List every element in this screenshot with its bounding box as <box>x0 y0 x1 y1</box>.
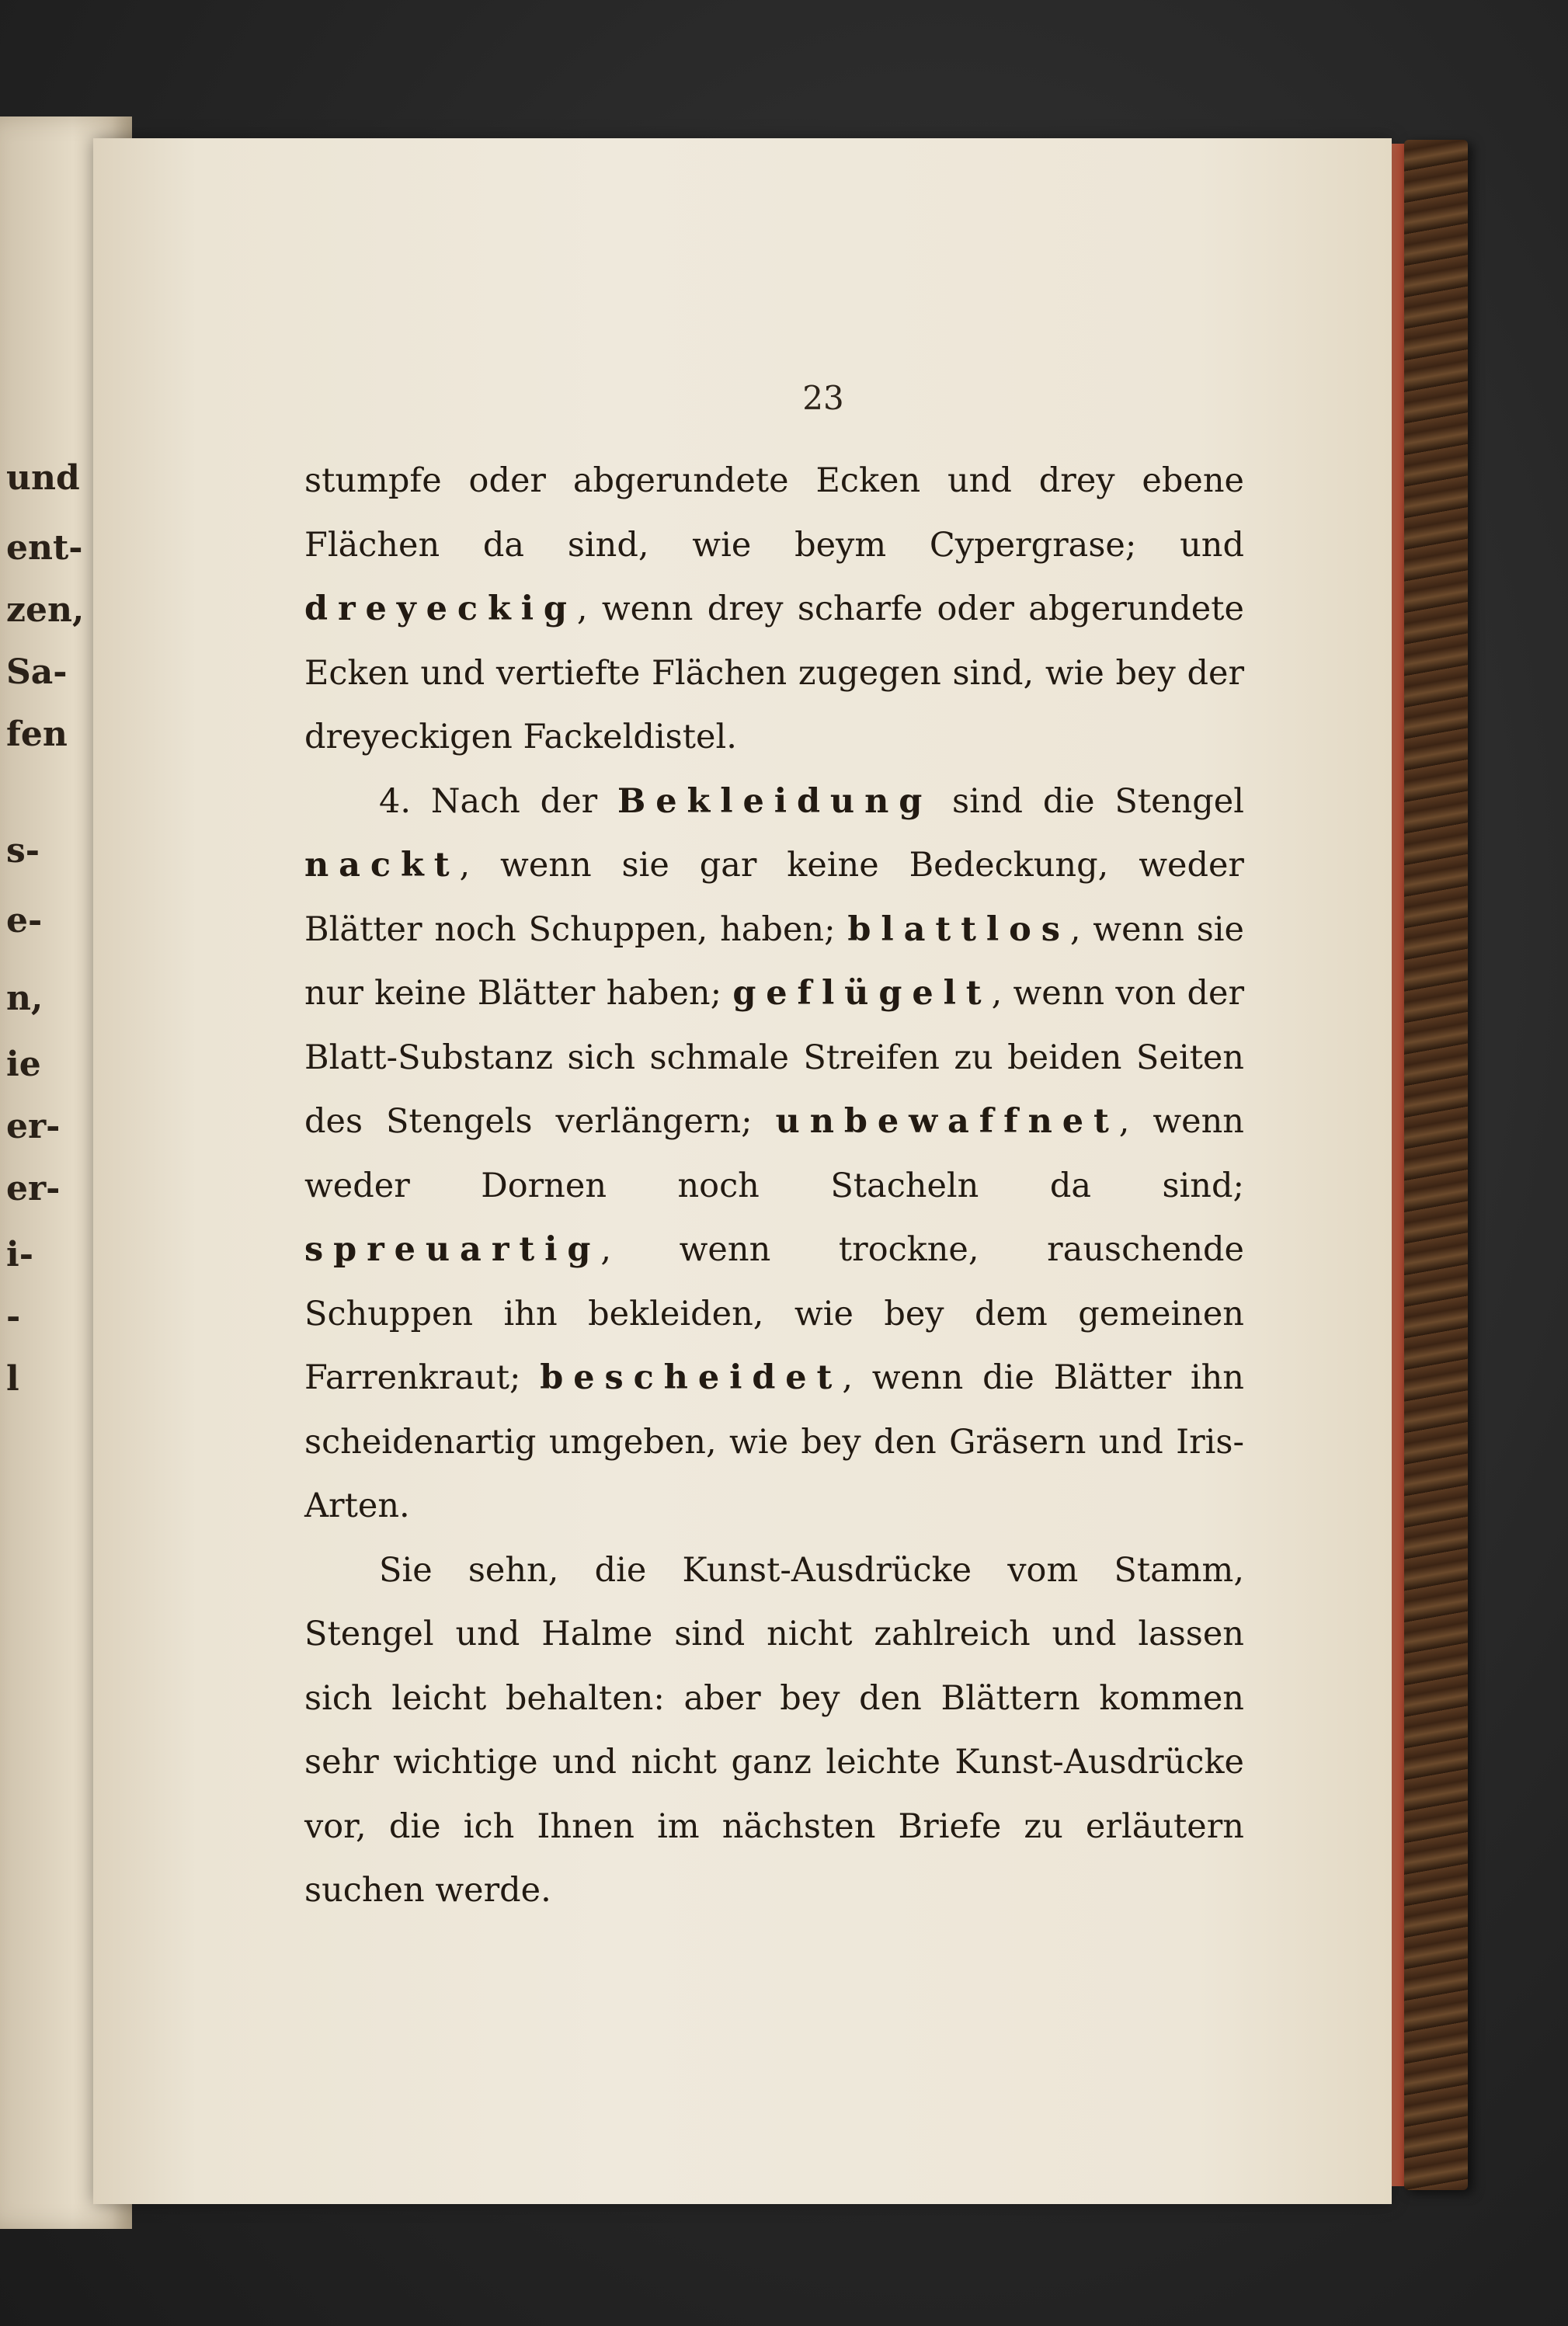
left-page-fragment: ie <box>6 1045 41 1084</box>
text-run: , wenn sie gar keine Bedeckung, weder Blätter noch Schuppen, haben; <box>304 846 1244 949</box>
page-body <box>304 449 1244 1923</box>
emphasized-term: blattlos <box>847 909 1070 949</box>
page-edge <box>1390 144 1404 2186</box>
emphasized-term: spreuartig <box>304 1230 601 1269</box>
text-run: sind die Stengel <box>932 781 1244 821</box>
text-run: stumpfe oder abgerundete Ecken und drey ebene Flächen da sind, wie beym Cypergrase; und <box>304 461 1244 565</box>
left-page-fragment: Sa- <box>6 652 68 692</box>
text-run: , wenn drey scharfe oder abgerundete Ecken und vertiefte Flächen zugegen sind, wie bey der dreyeckigen Fackeldistel. <box>304 589 1244 756</box>
left-page-fragment: ent- <box>6 528 83 568</box>
left-page-fragment: n, <box>6 979 43 1018</box>
paragraph-p1 <box>304 449 1244 770</box>
emphasized-term: geflügelt <box>732 974 992 1013</box>
left-page-fragment: e- <box>6 901 43 940</box>
page-number: 23 <box>802 379 844 417</box>
left-page-fragment: i- <box>6 1235 33 1274</box>
emphasized-term: unbewaffnet <box>775 1102 1119 1141</box>
text-run: , wenn von der Blatt-Substanz sich schmale Streifen zu beiden Seiten des Stengels verlängern; <box>304 974 1244 1141</box>
book-page <box>93 138 1392 2204</box>
left-page-fragment: er- <box>6 1107 61 1146</box>
left-page-fragment: fen <box>6 714 68 754</box>
left-page-fragment: zen, <box>6 590 85 630</box>
emphasized-term: bescheidet <box>540 1358 843 1397</box>
left-page-fragment: er- <box>6 1169 61 1208</box>
left-page-fragment: und <box>6 458 80 498</box>
show-through-text <box>450 1971 1305 2173</box>
left-page-fragment: - <box>6 1297 21 1337</box>
paragraph-p3 <box>304 1538 1244 1923</box>
paragraph-p2 <box>304 770 1244 1538</box>
text-run: , wenn weder Dornen noch Stacheln da sind; <box>304 1102 1244 1205</box>
book-cover-board <box>1404 140 1468 2190</box>
emphasized-term: dreyeckig <box>304 589 577 628</box>
text-run: , wenn sie nur keine Blätter haben; <box>304 909 1244 1013</box>
text-run: , wenn trockne, rauschende Schuppen ihn bekleiden, wie bey dem gemeinen Farrenkraut; <box>304 1230 1244 1397</box>
text-run: Sie sehn, die Kunst-Ausdrücke vom Stamm, Stengel und Halme sind nicht zahlreich und lassen sich leicht behalten: aber bey den Blättern kommen sehr wichtige und nicht ganz leichte Kunst-Ausdrücke vor, die ich Ihnen im nächsten Briefe zu erläutern suchen werde. <box>304 1550 1244 1910</box>
emphasized-term: Bekleidung <box>617 781 933 821</box>
text-run: 4. Nach der <box>379 781 618 821</box>
text-run: , wenn die Blätter ihn scheidenartig umgeben, wie bey den Gräsern und Iris-Arten. <box>304 1358 1245 1525</box>
emphasized-term: nackt <box>304 846 460 885</box>
left-page-fragment: s- <box>6 831 40 871</box>
left-page-fragment: l <box>6 1359 19 1399</box>
